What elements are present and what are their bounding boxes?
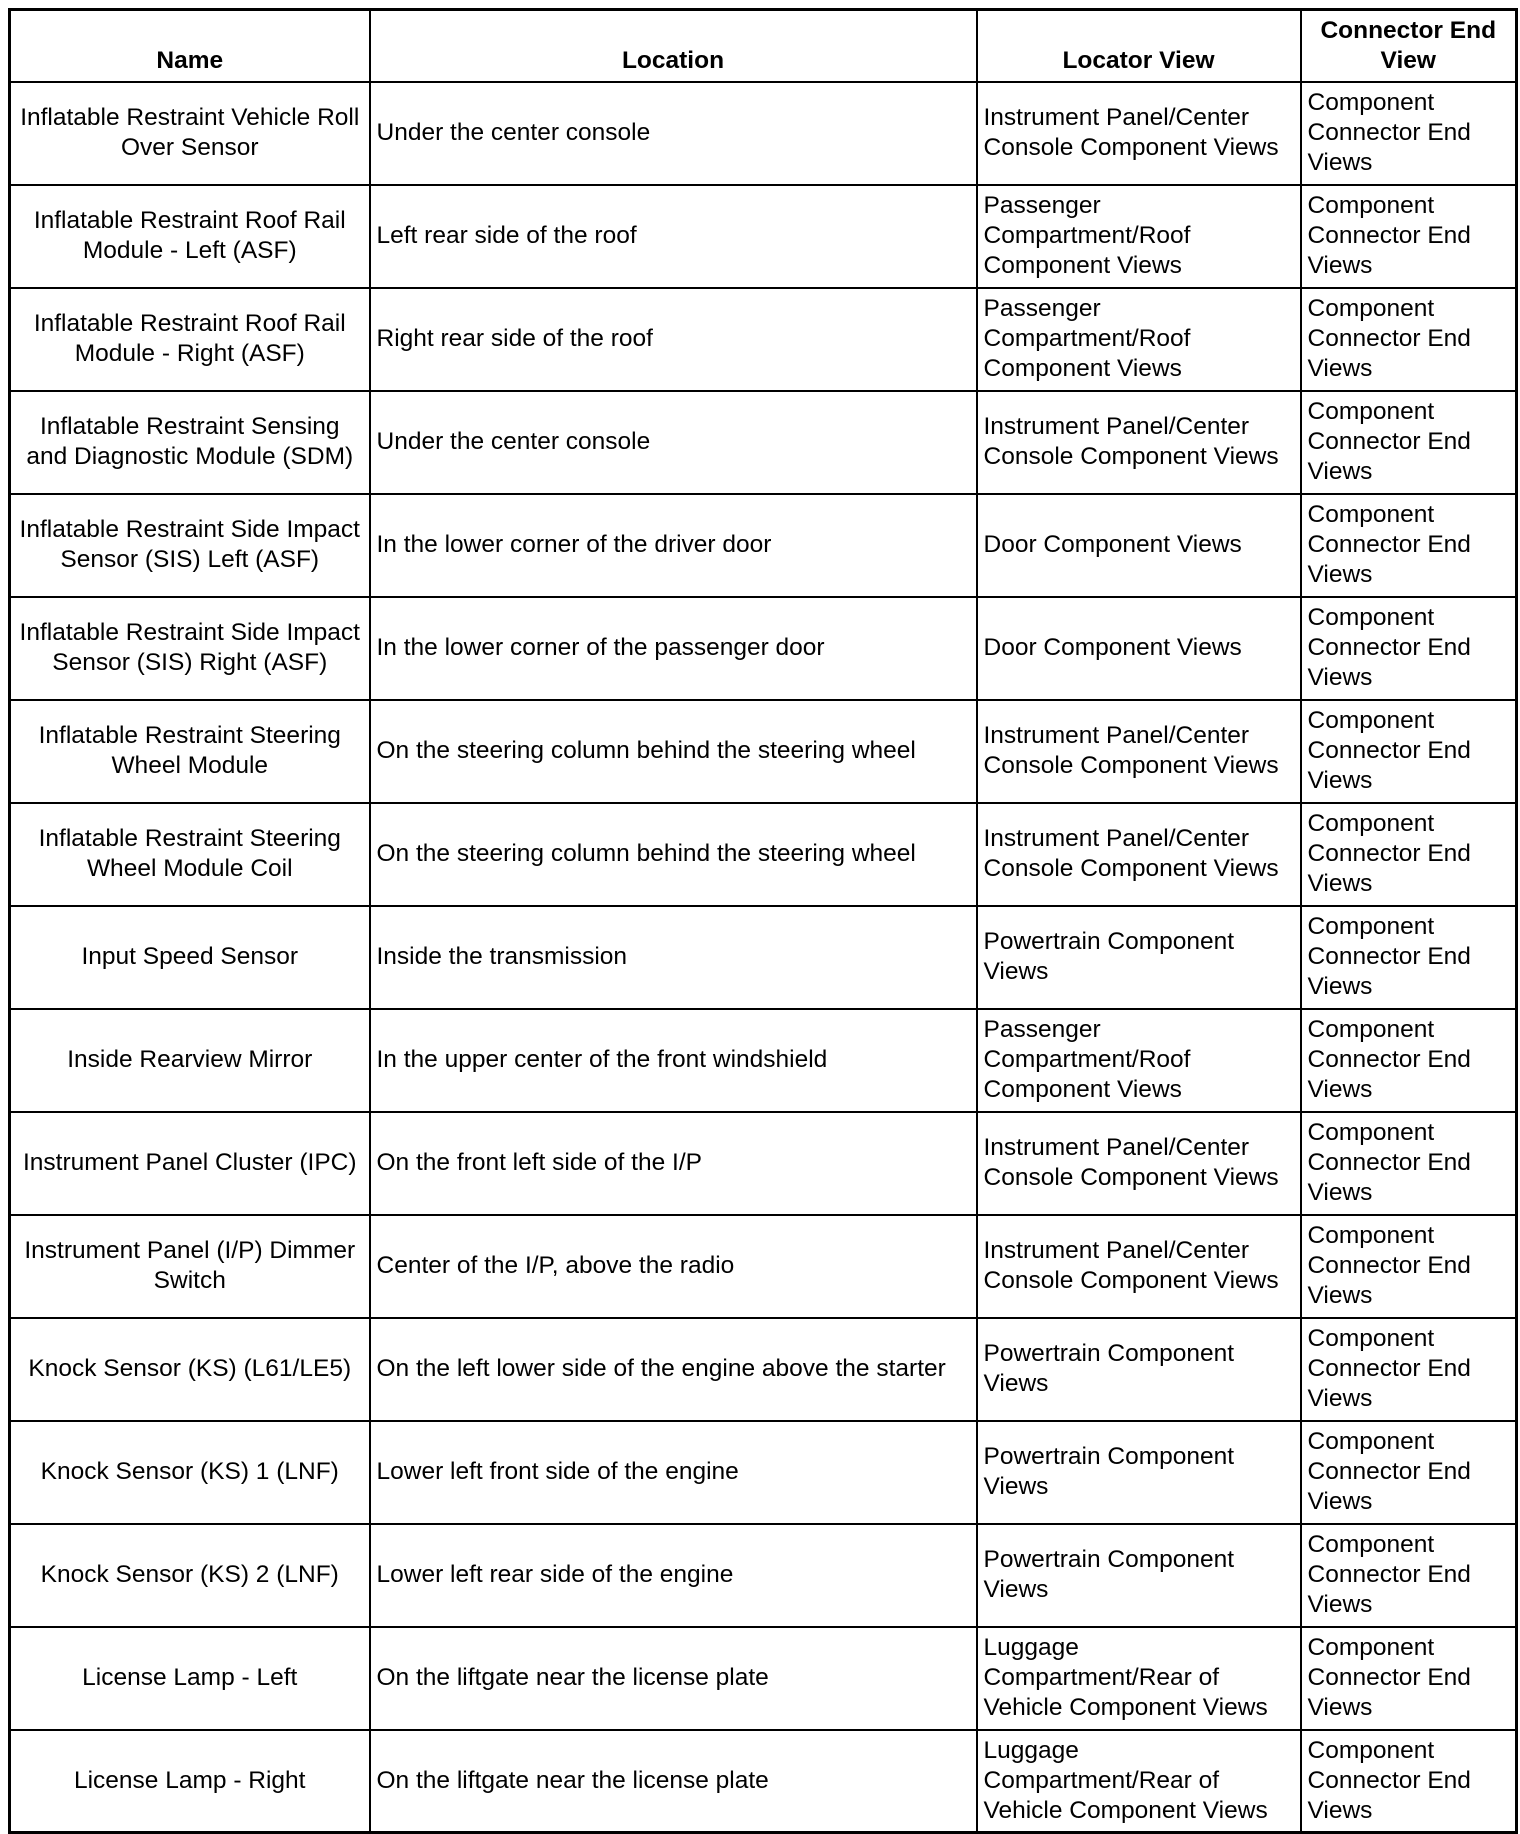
table-row — [10, 288, 1517, 391]
cell-name: Inflatable Restraint Side Impact Sensor (SIS) Left (ASF) — [10, 494, 370, 597]
cell-connector-end-view: Component Connector End Views — [1301, 1318, 1517, 1421]
cell-locator-view: Passenger Compartment/Roof Component Views — [977, 1009, 1301, 1112]
cell-connector-end-view: Component Connector End Views — [1301, 1009, 1517, 1112]
cell-name: License Lamp - Left — [10, 1627, 370, 1730]
cell-connector-end-view: Component Connector End Views — [1301, 185, 1517, 288]
cell-location: Right rear side of the roof — [370, 288, 977, 391]
table-row — [10, 82, 1517, 185]
table-row — [10, 803, 1517, 906]
cell-location: Left rear side of the roof — [370, 185, 977, 288]
cell-locator-view: Instrument Panel/Center Console Component Views — [977, 1112, 1301, 1215]
cell-connector-end-view: Component Connector End Views — [1301, 1627, 1517, 1730]
cell-connector-end-view: Component Connector End Views — [1301, 906, 1517, 1009]
cell-location: On the front left side of the I/P — [370, 1112, 977, 1215]
table-row — [10, 1318, 1517, 1421]
table-row — [10, 391, 1517, 494]
table-row — [10, 700, 1517, 803]
header-connector-end-view: Connector End View — [1301, 10, 1517, 82]
cell-connector-end-view: Component Connector End Views — [1301, 1524, 1517, 1627]
cell-connector-end-view: Component Connector End Views — [1301, 1730, 1517, 1833]
cell-locator-view: Instrument Panel/Center Console Component Views — [977, 82, 1301, 185]
header-locator-view: Locator View — [977, 10, 1301, 82]
cell-name: Inside Rearview Mirror — [10, 1009, 370, 1112]
cell-name: Inflatable Restraint Roof Rail Module - Left (ASF) — [10, 185, 370, 288]
table-row — [10, 1627, 1517, 1730]
cell-connector-end-view: Component Connector End Views — [1301, 803, 1517, 906]
table-row — [10, 494, 1517, 597]
cell-name: Input Speed Sensor — [10, 906, 370, 1009]
table-row — [10, 1730, 1517, 1833]
component-locator-table — [8, 8, 1518, 1834]
header-name: Name — [10, 10, 370, 82]
cell-locator-view: Passenger Compartment/Roof Component Views — [977, 288, 1301, 391]
cell-location: On the left lower side of the engine above the starter — [370, 1318, 977, 1421]
cell-name: Inflatable Restraint Side Impact Sensor (SIS) Right (ASF) — [10, 597, 370, 700]
cell-locator-view: Luggage Compartment/Rear of Vehicle Component Views — [977, 1627, 1301, 1730]
cell-location: On the steering column behind the steering wheel — [370, 700, 977, 803]
cell-name: Inflatable Restraint Roof Rail Module - Right (ASF) — [10, 288, 370, 391]
cell-name: Knock Sensor (KS) 1 (LNF) — [10, 1421, 370, 1524]
cell-locator-view: Door Component Views — [977, 494, 1301, 597]
cell-location: In the lower corner of the passenger door — [370, 597, 977, 700]
cell-location: Under the center console — [370, 391, 977, 494]
cell-location: In the upper center of the front windshield — [370, 1009, 977, 1112]
cell-name: Instrument Panel (I/P) Dimmer Switch — [10, 1215, 370, 1318]
cell-locator-view: Instrument Panel/Center Console Component Views — [977, 803, 1301, 906]
table-row — [10, 1524, 1517, 1627]
cell-locator-view: Passenger Compartment/Roof Component Views — [977, 185, 1301, 288]
cell-locator-view: Door Component Views — [977, 597, 1301, 700]
header-location: Location — [370, 10, 977, 82]
table-row — [10, 1215, 1517, 1318]
cell-name: Inflatable Restraint Sensing and Diagnostic Module (SDM) — [10, 391, 370, 494]
table-row — [10, 1112, 1517, 1215]
cell-name: Instrument Panel Cluster (IPC) — [10, 1112, 370, 1215]
cell-name: License Lamp - Right — [10, 1730, 370, 1833]
cell-location: Lower left rear side of the engine — [370, 1524, 977, 1627]
cell-connector-end-view: Component Connector End Views — [1301, 82, 1517, 185]
table-row — [10, 906, 1517, 1009]
cell-name: Inflatable Restraint Vehicle Roll Over Sensor — [10, 82, 370, 185]
cell-locator-view: Powertrain Component Views — [977, 1318, 1301, 1421]
cell-location: On the liftgate near the license plate — [370, 1730, 977, 1833]
cell-connector-end-view: Component Connector End Views — [1301, 1215, 1517, 1318]
cell-name: Knock Sensor (KS) (L61/LE5) — [10, 1318, 370, 1421]
cell-location: Inside the transmission — [370, 906, 977, 1009]
table-row — [10, 185, 1517, 288]
header-row — [10, 10, 1517, 82]
cell-locator-view: Instrument Panel/Center Console Component Views — [977, 700, 1301, 803]
cell-locator-view: Powertrain Component Views — [977, 1421, 1301, 1524]
cell-locator-view: Instrument Panel/Center Console Component Views — [977, 391, 1301, 494]
table-row — [10, 597, 1517, 700]
table-body — [10, 82, 1517, 1833]
cell-location: Under the center console — [370, 82, 977, 185]
cell-location: Lower left front side of the engine — [370, 1421, 977, 1524]
table-row — [10, 1009, 1517, 1112]
cell-connector-end-view: Component Connector End Views — [1301, 391, 1517, 494]
cell-name: Inflatable Restraint Steering Wheel Module — [10, 700, 370, 803]
cell-connector-end-view: Component Connector End Views — [1301, 1421, 1517, 1524]
cell-name: Inflatable Restraint Steering Wheel Module Coil — [10, 803, 370, 906]
cell-location: On the steering column behind the steering wheel — [370, 803, 977, 906]
cell-connector-end-view: Component Connector End Views — [1301, 700, 1517, 803]
cell-location: Center of the I/P, above the radio — [370, 1215, 977, 1318]
cell-location: On the liftgate near the license plate — [370, 1627, 977, 1730]
cell-locator-view: Powertrain Component Views — [977, 906, 1301, 1009]
table-header — [10, 10, 1517, 82]
cell-locator-view: Powertrain Component Views — [977, 1524, 1301, 1627]
table-row — [10, 1421, 1517, 1524]
cell-connector-end-view: Component Connector End Views — [1301, 288, 1517, 391]
cell-locator-view: Instrument Panel/Center Console Component Views — [977, 1215, 1301, 1318]
cell-connector-end-view: Component Connector End Views — [1301, 1112, 1517, 1215]
cell-location: In the lower corner of the driver door — [370, 494, 977, 597]
cell-locator-view: Luggage Compartment/Rear of Vehicle Component Views — [977, 1730, 1301, 1833]
cell-connector-end-view: Component Connector End Views — [1301, 494, 1517, 597]
cell-connector-end-view: Component Connector End Views — [1301, 597, 1517, 700]
cell-name: Knock Sensor (KS) 2 (LNF) — [10, 1524, 370, 1627]
